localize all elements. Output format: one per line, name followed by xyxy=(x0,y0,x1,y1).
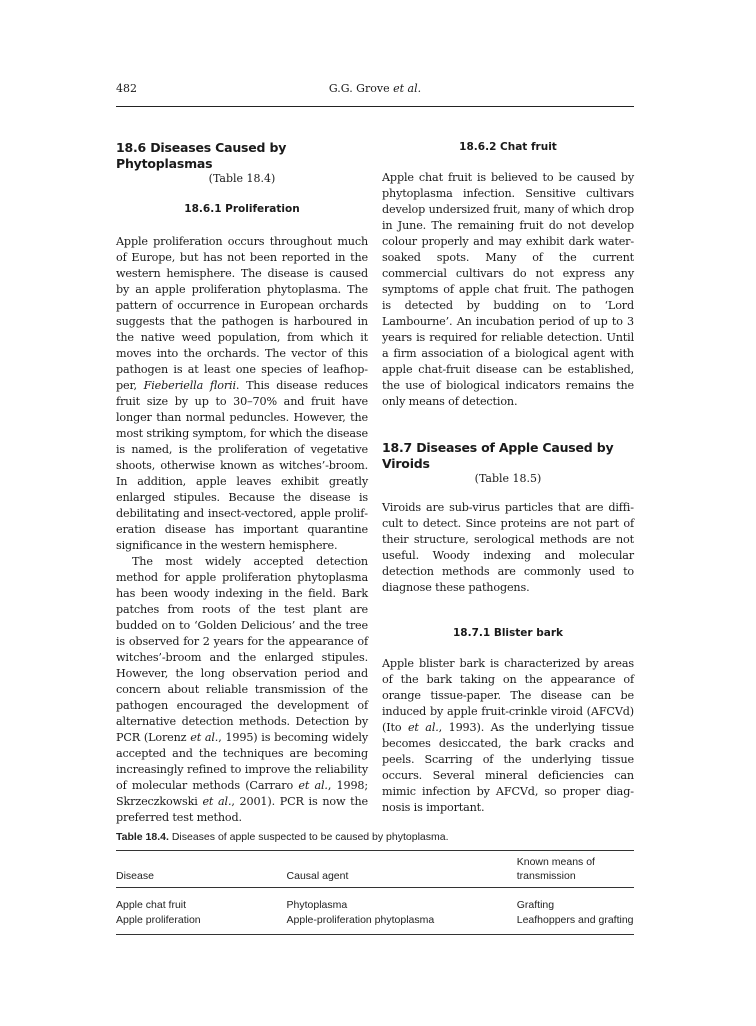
column-header-transmission xyxy=(517,851,634,888)
text-run: Apple proliferation occurs throughout much of Europe, but has not been reported in the western hemisphere. The disease is caused by an apple proliferation phytoplasma. The pattern of occurrence in European orchards suggests that the pathogen is harboured in the native weed population, from which it moves into the orchards. The vector of this pathogen is at least one species of leafhopper, xyxy=(116,235,368,392)
paragraph-proliferation xyxy=(116,234,368,554)
table-18-4 xyxy=(116,830,634,935)
phytoplasma-table xyxy=(116,850,634,935)
cell-disease: Apple proliferation xyxy=(116,914,201,926)
right-column xyxy=(382,140,634,816)
section-heading-phytoplasmas: 18.6 Diseases Caused by Phytoplasmas xyxy=(116,140,287,171)
column-header-causal-agent: Causal agent xyxy=(286,870,349,882)
subsection-heading-chat-fruit: 18.6.2 Chat fruit xyxy=(459,141,557,153)
text-run: Apple blister bark is characterized by areas of the bark taking on the appearance of orange tissue-paper. The disease can be induced by apple fruit-crinkle viroid (AFCVd) (Ito xyxy=(382,657,634,734)
cell-causal-agent: Apple-proliferation phytoplasma xyxy=(286,914,435,926)
paragraph-viroids: Viroids are sub-virus particles that are difficult to detect. Since proteins are not part of their structure, serological methods are not useful. Woody indexing and molecular detection methods are commonly used to diagnose these pathogens. xyxy=(382,501,634,594)
column-header-disease: Disease xyxy=(116,870,154,882)
cell-transmission: Grafting xyxy=(516,899,555,911)
header-rule xyxy=(116,106,634,107)
species-name: Fieberiella florii xyxy=(143,379,236,392)
citation-etal: et al. xyxy=(202,795,232,808)
section-heading-viroids: 18.7 Diseases of Apple Caused by Viroids xyxy=(382,440,614,471)
text-run: , 1993). As the underlying tissue becomes desiccated, the bark cracks and peels. Scarring of the underlying tissue occurs. Several mineral deficiencies can mimic infection by AFCVd, so proper diagnosis is important. xyxy=(382,721,634,814)
table-caption-text: Diseases of apple suspected to be caused by phytoplasma. xyxy=(168,831,449,843)
section-table-reference: (Table 18.5) xyxy=(474,472,542,485)
subsection-heading-proliferation: 18.6.1 Proliferation xyxy=(184,203,300,215)
citation-etal: et al. xyxy=(190,731,219,744)
citation-etal: et al. xyxy=(298,779,328,792)
column-header-transmission-text: Known means of transmission xyxy=(516,856,595,882)
page-number: 482 xyxy=(116,82,137,95)
table-row xyxy=(116,913,634,935)
subsection-heading-blister-bark: 18.7.1 Blister bark xyxy=(452,627,564,639)
table-header-row xyxy=(116,851,634,888)
citation-etal: et al. xyxy=(407,721,439,734)
table-row xyxy=(116,888,634,914)
running-head-authors xyxy=(116,82,634,96)
text-run: . This disease reduces fruit size by up to 30–70% and fruit have longer than normal peduncles. However, the most striking symptom, for which the disease is named, is the proliferation of vegetative shoots, otherwise known as witches’-broom. In addition, apple leaves exhibit greatly enlarged stipules. Because the disease is debilitating and insect-vectored, apple proliferation disease has important quarantine significance in the western hemisphere. xyxy=(116,379,368,552)
text-run: , 1998; Skrzeczkowski xyxy=(116,779,368,808)
cell-transmission: Leafhoppers and grafting xyxy=(516,914,634,926)
paragraph-blister-bark xyxy=(382,656,634,816)
author-etal: et al. xyxy=(393,82,422,95)
cell-causal-agent: Phytoplasma xyxy=(286,899,348,911)
table-caption-label: Table 18.4. xyxy=(116,831,169,843)
text-run: , 2001). PCR is now the preferred test method. xyxy=(116,795,368,824)
paragraph-detection xyxy=(116,554,368,826)
table-caption xyxy=(116,830,634,844)
cell-disease: Apple chat fruit xyxy=(116,899,187,911)
left-column xyxy=(116,140,368,826)
text-run: , 1995) is becoming widely accepted and the techniques are becoming increasingly refined to improve the reliability of molecular methods (Carraro xyxy=(116,731,368,792)
text-run: The most widely accepted detection method for apple proliferation phytoplasma has been woody indexing in the field. Bark patches from roots of the test plant are budded on to ‘Golden Delicious’ and the tree is observed for 2 years for the appearance of witches’-broom and the enlarged stipules. However, the long observation period and concern about reliable transmission of the pathogen encouraged the development of alternative detection methods. Detection by PCR (Lorenz xyxy=(116,555,368,744)
paragraph-chat-fruit: Apple chat fruit is believed to be caused by phytoplasma infection. Sensitive cultivars develop undersized fruit, many of which drop in June. The remaining fruit do not develop colour properly and may exhibit dark water-soaked spots. Many of the current commercial cultivars do not express any symptoms of apple chat fruit. The pathogen is detected by budding on to ‘Lord Lambourne’. An incubation period of up to 3 years is required for reliable detection. Until a firm association of a biological agent with apple chat-fruit disease can be established, the use of biological indicators remains the only means of detection. xyxy=(382,171,634,408)
section-table-reference: (Table 18.4) xyxy=(208,172,276,185)
author-names: G.G. Grove xyxy=(328,82,394,95)
